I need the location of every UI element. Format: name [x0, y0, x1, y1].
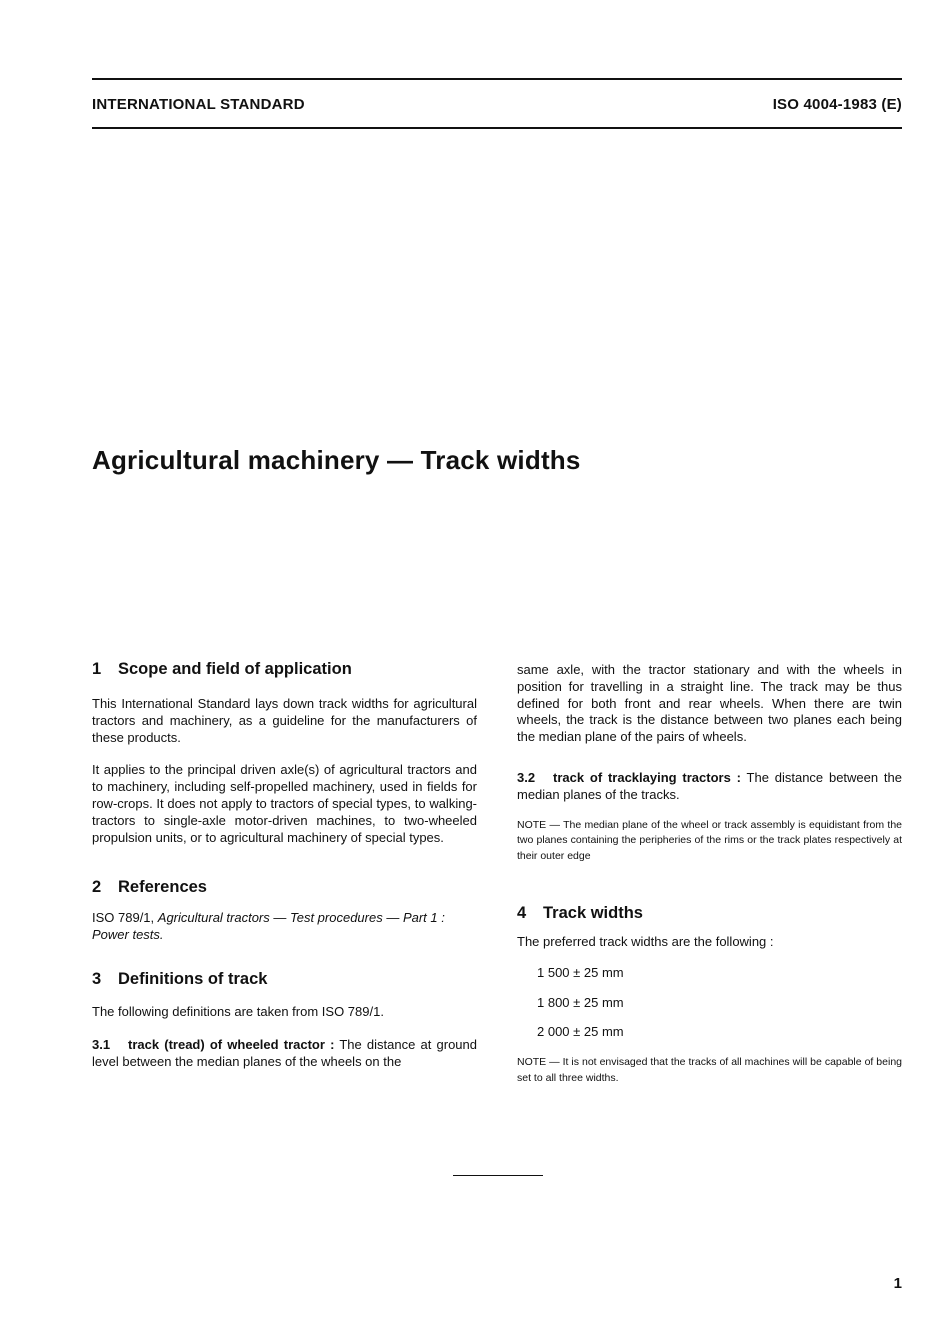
- track-width-item: 1 800 ± 25 mm: [537, 994, 624, 1010]
- section-3-title: Definitions of track: [118, 969, 268, 988]
- scope-paragraph-2: It applies to the principal driven axle(s) of agricultural tractors and to machinery, including self-propelled machinery, used in fields for row-crops. It does not apply to tractors of special types, to walking-tractors to single-axle motor-driven machines, to two-wheeled propulsion units, or to agricultural machinery of special types.: [92, 762, 477, 845]
- left-column: [92, 658, 477, 1070]
- definitions-note: NOTE — The median plane of the wheel or track assembly is equidistant from the two planes containing the peripheries of the rims or the track plates respectively at their outer edge: [517, 818, 902, 862]
- header-bottom-rule: [92, 127, 902, 129]
- section-3-heading: [92, 968, 477, 990]
- end-of-text-rule: [453, 1175, 543, 1176]
- section-2-heading: [92, 876, 477, 898]
- definition-3-2-text: The distance between the median planes of the tracks.: [517, 769, 902, 802]
- header-standard-label: INTERNATIONAL STANDARD: [92, 96, 305, 113]
- reference-item: [92, 910, 477, 944]
- definition-3-1-text: The distance at ground level between the median planes of the wheels on the: [92, 1036, 477, 1069]
- header-top-rule: [92, 78, 902, 80]
- section-3-number: 3: [92, 969, 102, 988]
- definition-3-2-term: track of tracklaying tractors :: [553, 769, 741, 785]
- section-4-number: 4: [517, 904, 527, 923]
- reference-title: Agricultural tractors — Test procedures — Part 1 : Power tests.: [92, 910, 445, 943]
- section-1-heading: [92, 658, 477, 680]
- scope-paragraph-1: This International Standard lays down track widths for agricultural tractors and machinery, as a guideline for the manufacturers of these products.: [92, 696, 477, 745]
- definition-3-2: [517, 770, 902, 804]
- definition-3-1-number: 3.1: [92, 1036, 111, 1052]
- section-4-heading: [517, 902, 902, 924]
- section-4-title: Track widths: [543, 904, 643, 923]
- right-column: [517, 658, 902, 1086]
- definition-3-2-number: 3.2: [517, 769, 536, 785]
- definition-3-1: [92, 1037, 477, 1071]
- document-title: Agricultural machinery — Track widths: [92, 445, 581, 475]
- section-1-title: Scope and field of application: [118, 660, 352, 678]
- track-width-item: 2 000 ± 25 mm: [537, 1024, 624, 1040]
- header-document-id: ISO 4004-1983 (E): [772, 96, 902, 113]
- definition-3-1-term: track (tread) of wheeled tractor :: [128, 1036, 335, 1052]
- definitions-intro: The following definitions are taken from ISO 789/1.: [92, 1003, 384, 1019]
- track-widths-intro: The preferred track widths are the following :: [517, 934, 774, 950]
- reference-code: ISO 789/1,: [92, 910, 155, 926]
- section-2-number: 2: [92, 878, 102, 897]
- track-width-item: 1 500 ± 25 mm: [537, 964, 624, 980]
- section-1-number: 1: [92, 660, 102, 678]
- track-widths-note: NOTE — It is not envisaged that the tracks of all machines will be capable of being set to all three widths.: [517, 1056, 902, 1084]
- page-number: 1: [893, 1275, 902, 1292]
- section-2-title: References: [118, 878, 207, 897]
- definition-3-1-continued: same axle, with the tractor stationary and with the wheels in position for travelling in a straight line. The track may be thus defined for both front and rear wheels. When there are twin wheels, the track is the distance between two planes each being the median plane of the pairs of wheels.: [517, 662, 902, 745]
